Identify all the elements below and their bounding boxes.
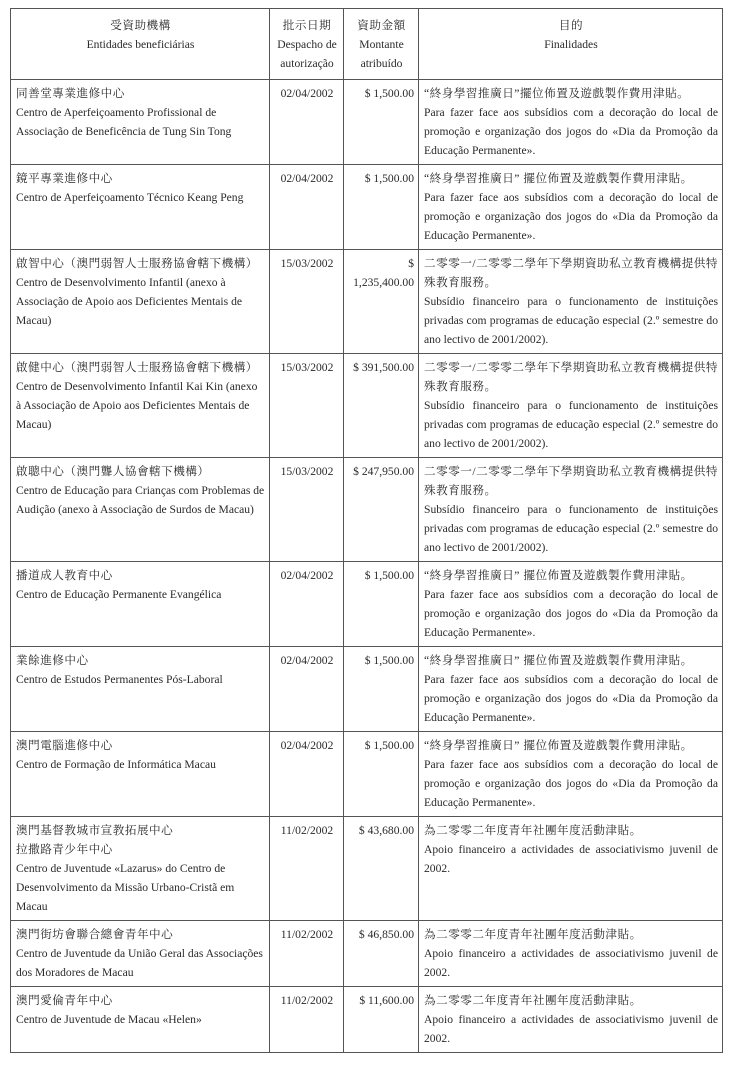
entity-zh: 啟聰中心（澳門聾人協會轄下機構） (16, 465, 210, 478)
date-cell: 11/02/2002 (270, 921, 344, 987)
entity-cell (11, 732, 270, 817)
purpose-zh: 為二零零二年度青年社團年度活動津貼。 (424, 994, 642, 1007)
entity-cell (11, 647, 270, 732)
table-row (11, 354, 723, 458)
purpose-cell (419, 250, 723, 354)
header-entity (11, 9, 270, 80)
entity-pt: Centro de Estudos Permanentes Pós-Laboral (16, 673, 223, 686)
entity-zh: 澳門街坊會聯合總會青年中心 (16, 928, 174, 941)
purpose-pt: Subsídio financeiro para o funcionamento de instituições privadas com programas de educação especial (2.º semestre do ano lectivo de 2001/2002). (424, 503, 718, 554)
header-entity-zh: 受資助機構 (110, 19, 171, 32)
purpose-cell (419, 354, 723, 458)
entity-pt: Centro de Formação de Informática Macau (16, 758, 216, 771)
entity-zh: 業餘進修中心 (16, 654, 89, 667)
amount-cell: $ 247,950.00 (344, 458, 419, 562)
entity-cell (11, 354, 270, 458)
header-purpose (419, 9, 723, 80)
purpose-zh: “終身學習推廣日” 擺位佈置及遊戲製作費用津貼。 (424, 654, 693, 667)
entity-pt: Centro de Juventude da União Geral das Associações dos Moradores de Macau (16, 947, 263, 979)
amount-cell: $ 46,850.00 (344, 921, 419, 987)
header-date-zh: 批示日期 (282, 19, 332, 32)
date-cell: 02/04/2002 (270, 732, 344, 817)
entity-pt: Centro de Desenvolvimento Infantil Kai Kin (anexo à Associação de Apoio aos Deficientes Mentais de Macau) (16, 380, 258, 431)
header-amount-pt2: atribuído (360, 57, 403, 70)
purpose-zh: “終身學習推廣日” 擺位佈置及遊戲製作費用津貼。 (424, 739, 693, 752)
grants-table (10, 8, 723, 1053)
purpose-zh: 二零零一/二零零二學年下學期資助私立教育機構提供特殊教育服務。 (424, 361, 718, 393)
amount-cell: $ 1,500.00 (344, 165, 419, 250)
date-cell: 02/04/2002 (270, 165, 344, 250)
purpose-pt: Subsídio financeiro para o funcionamento de instituições privadas com programas de educação especial (2.º semestre do ano lectivo de 2001/2002). (424, 399, 718, 450)
date-cell: 11/02/2002 (270, 987, 344, 1053)
purpose-cell (419, 80, 723, 165)
purpose-pt: Apoio financeiro a actividades de associativismo juvenil de 2002. (424, 947, 718, 979)
header-amount-zh: 資助金額 (357, 19, 406, 32)
purpose-cell (419, 458, 723, 562)
date-cell: 11/02/2002 (270, 817, 344, 921)
header-purpose-pt: Finalidades (544, 38, 598, 51)
purpose-cell (419, 987, 723, 1053)
entity-cell (11, 250, 270, 354)
purpose-pt: Apoio financeiro a actividades de associativismo juvenil de 2002. (424, 1013, 718, 1045)
entity-pt: Centro de Juventude «Lazarus» do Centro de Desenvolvimento da Missão Urbano-Cristã em Macau (16, 862, 235, 913)
header-date-pt1: Despacho de (277, 38, 337, 51)
table-header-row (11, 9, 723, 80)
date-cell: 15/03/2002 (270, 250, 344, 354)
purpose-zh: “終身學習推廣日” 擺位佈置及遊戲製作費用津貼。 (424, 172, 693, 185)
entity-cell (11, 458, 270, 562)
purpose-cell (419, 817, 723, 921)
entity-zh: 鏡平專業進修中心 (16, 172, 113, 185)
amount-cell: $ 11,600.00 (344, 987, 419, 1053)
table-row (11, 250, 723, 354)
header-amount-pt1: Montante (359, 38, 404, 51)
header-date-pt2: autorização (280, 57, 334, 70)
date-cell: 02/04/2002 (270, 647, 344, 732)
purpose-pt: Para fazer face aos subsídios com a decoração do local de promoção e organização dos jogos do «Dia da Promoção da Educação Permanente». (424, 673, 718, 724)
purpose-zh: 為二零零二年度青年社團年度活動津貼。 (424, 824, 642, 837)
purpose-cell (419, 562, 723, 647)
header-entity-pt: Entidades beneficiárias (86, 38, 195, 51)
entity-pt: Centro de Aperfeiçoamento Técnico Keang Peng (16, 191, 244, 204)
table-row (11, 987, 723, 1053)
entity-pt: Centro de Educação para Crianças com Problemas de Audição (anexo à Associação de Surdos de Macau) (16, 484, 265, 516)
entity-pt: Centro de Aperfeiçoamento Profissional de Associação de Beneficência de Tung Sin Tong (16, 106, 232, 138)
amount-cell: $ 43,680.00 (344, 817, 419, 921)
amount-cell: $ 1,500.00 (344, 80, 419, 165)
purpose-zh: “終身學習推廣日” 擺位佈置及遊戲製作費用津貼。 (424, 569, 693, 582)
table-row (11, 458, 723, 562)
entity-zh: 啟智中心（澳門弱智人士服務協會轄下機構） (16, 257, 258, 270)
entity-cell (11, 80, 270, 165)
table-row (11, 921, 723, 987)
purpose-pt: Para fazer face aos subsídios com a decoração do local de promoção e organização dos jogos do «Dia da Promoção da Educação Permanente». (424, 588, 718, 639)
purpose-pt: Subsídio financeiro para o funcionamento de instituições privadas com programas de educação especial (2.º semestre do ano lectivo de 2001/2002). (424, 295, 718, 346)
entity-zh: 澳門基督教城市宣教拓展中心 拉撒路青少年中心 (16, 824, 174, 856)
table-row (11, 562, 723, 647)
table-row (11, 80, 723, 165)
purpose-cell (419, 165, 723, 250)
purpose-zh: 二零零一/二零零二學年下學期資助私立教育機構提供特殊教育服務。 (424, 257, 718, 289)
purpose-zh: 二零零一/二零零二學年下學期資助私立教育機構提供特殊教育服務。 (424, 465, 718, 497)
table-row (11, 165, 723, 250)
purpose-pt: Apoio financeiro a actividades de associativismo juvenil de 2002. (424, 843, 718, 875)
date-cell: 15/03/2002 (270, 354, 344, 458)
purpose-pt: Para fazer face aos subsídios com a decoração do local de promoção e organização dos jogos do «Dia da Promoção da Educação Permanente». (424, 106, 718, 157)
purpose-cell (419, 921, 723, 987)
entity-pt: Centro de Educação Permanente Evangélica (16, 588, 222, 601)
header-purpose-zh: 目的 (558, 19, 584, 32)
date-cell: 02/04/2002 (270, 80, 344, 165)
purpose-zh: “終身學習推廣日”擺位佈置及遊戲製作費用津貼。 (424, 87, 690, 100)
header-amount (344, 9, 419, 80)
purpose-cell (419, 732, 723, 817)
date-cell: 15/03/2002 (270, 458, 344, 562)
entity-cell (11, 921, 270, 987)
purpose-zh: 為二零零二年度青年社團年度活動津貼。 (424, 928, 642, 941)
entity-zh: 播道成人教育中心 (16, 569, 113, 582)
entity-pt: Centro de Desenvolvimento Infantil (anexo à Associação de Apoio aos Deficientes Mentais de Macau) (16, 276, 243, 327)
purpose-cell (419, 647, 723, 732)
date-cell: 02/04/2002 (270, 562, 344, 647)
entity-zh: 澳門愛倫青年中心 (16, 994, 113, 1007)
entity-zh: 同善堂專業進修中心 (16, 87, 125, 100)
amount-cell: $ 391,500.00 (344, 354, 419, 458)
amount-cell: $ 1,500.00 (344, 732, 419, 817)
entity-cell (11, 817, 270, 921)
entity-zh: 啟健中心（澳門弱智人士服務協會轄下機構） (16, 361, 258, 374)
entity-pt: Centro de Juventude de Macau «Helen» (16, 1013, 202, 1026)
table-row (11, 732, 723, 817)
amount-cell: $ 1,500.00 (344, 647, 419, 732)
entity-zh: 澳門電腦進修中心 (16, 739, 113, 752)
table-body (11, 80, 723, 1053)
purpose-pt: Para fazer face aos subsídios com a decoração do local de promoção e organização dos jogos do «Dia da Promoção da Educação Permanente». (424, 191, 718, 242)
entity-cell (11, 165, 270, 250)
header-date (270, 9, 344, 80)
amount-cell: $ 1,500.00 (344, 562, 419, 647)
amount-cell: $ 1,235,400.00 (344, 250, 419, 354)
entity-cell (11, 562, 270, 647)
table-row (11, 817, 723, 921)
purpose-pt: Para fazer face aos subsídios com a decoração do local de promoção e organização dos jogos do «Dia da Promoção da Educação Permanente». (424, 758, 718, 809)
entity-cell (11, 987, 270, 1053)
table-row (11, 647, 723, 732)
